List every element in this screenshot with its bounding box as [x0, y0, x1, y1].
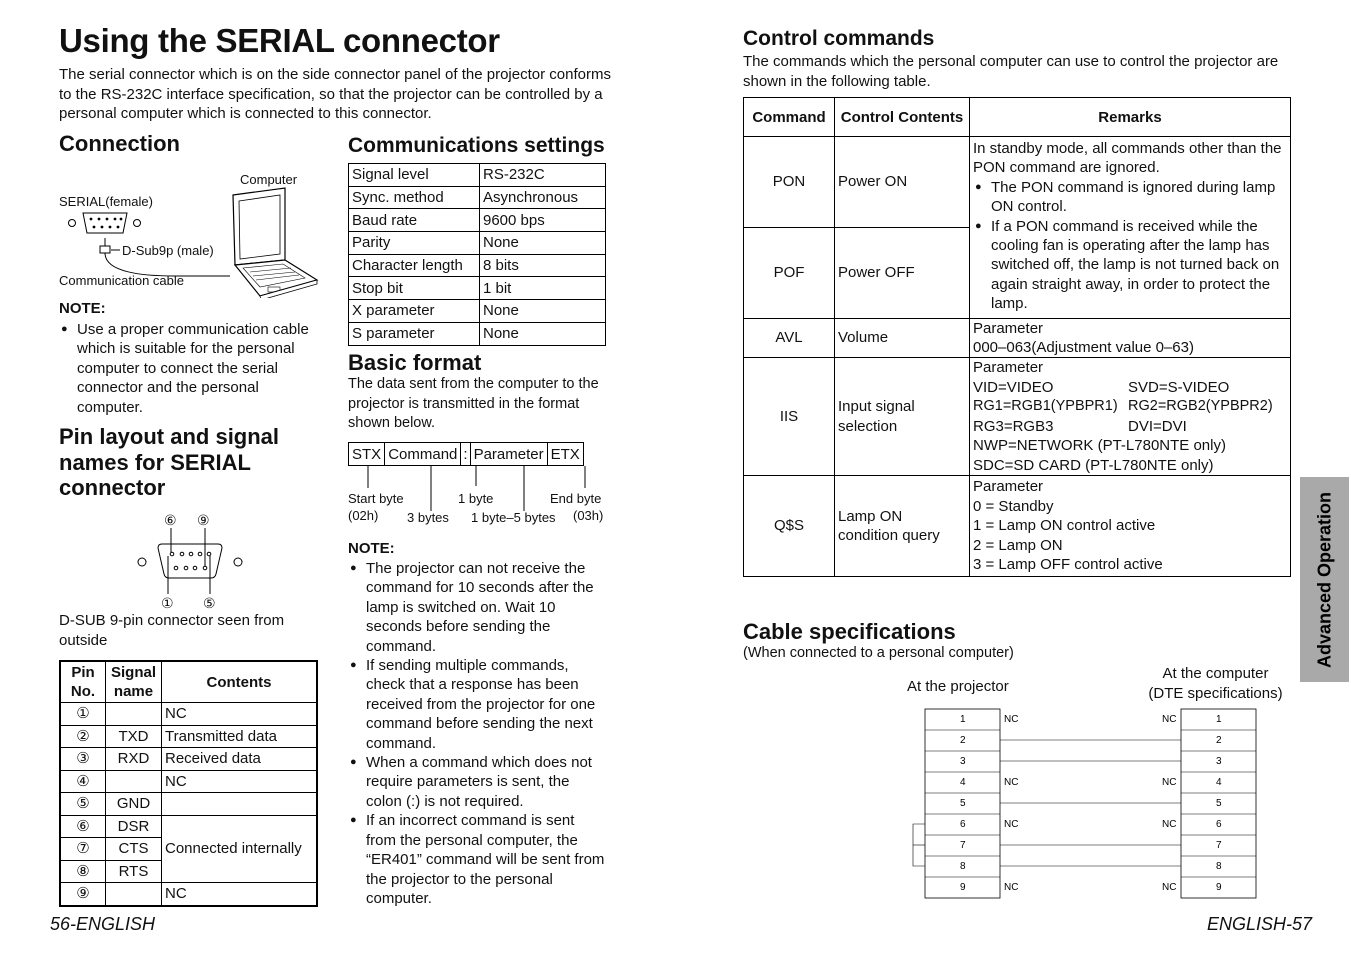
- table-row: [349, 232, 606, 255]
- format-parameter: Parameter: [470, 443, 547, 466]
- remarks-item: ● The PON command is ignored during lamp ON control.: [973, 178, 1287, 217]
- remarks-cell: [970, 475, 1291, 576]
- remarks-pair-left: RG1=RGB1(YPBPR1): [973, 398, 1118, 415]
- pin-header-contents: Contents: [162, 661, 318, 703]
- pin-5-label: ⑤: [203, 595, 216, 611]
- cable-pin-right: 3: [1216, 756, 1222, 767]
- cable-wires: [913, 740, 1181, 866]
- screw-left: [69, 220, 76, 227]
- dsub-pin-diagram: [130, 508, 250, 613]
- cable-pin-right: 7: [1216, 840, 1222, 851]
- contents-cell: NC: [162, 703, 318, 726]
- signal-cell: [106, 770, 162, 793]
- pin-table: [59, 660, 318, 907]
- remarks-pair: [973, 397, 1287, 416]
- pin-cell: ④: [60, 770, 106, 793]
- remarks-line: Parameter: [973, 478, 1044, 496]
- pin-cell: ⑦: [60, 838, 106, 861]
- pin-9-label: ⑨: [197, 512, 210, 528]
- cable-pin-right: 4: [1216, 777, 1222, 788]
- pin-layout-heading: Pin layout and signal names for SERIAL connector: [59, 424, 280, 500]
- remarks-line: SDC=SD CARD (PT-L780NTE only): [973, 456, 1214, 474]
- label-at-computer-line1: At the computer: [1162, 665, 1269, 682]
- label-computer: Computer: [240, 172, 298, 187]
- screw-right: [134, 220, 141, 227]
- format-colon: :: [461, 443, 470, 466]
- remarks-item: ● If a PON command is received while the cooling fan is operating after the lamp has switched off, the lamp is not turned back on again straight away, in order to protect the lamp.: [973, 217, 1287, 314]
- cable-pin-right: 9: [1216, 882, 1222, 893]
- table-row: [744, 318, 1291, 358]
- table-row: [744, 358, 1291, 475]
- cable-specs-heading: Cable specifications: [743, 619, 956, 644]
- comm-settings-heading: Communications settings: [348, 134, 605, 157]
- pin-6-label: ⑥: [164, 512, 177, 528]
- label-3-bytes: 3 bytes: [407, 510, 449, 525]
- contents-cell: Connected internally: [162, 815, 318, 883]
- command-cell: Q$S: [744, 475, 835, 576]
- dsub-plug: [100, 246, 110, 253]
- remarks-cell: [970, 137, 1291, 319]
- page-title: Using the SERIAL connector: [59, 22, 500, 59]
- laptop-icon: [233, 188, 317, 298]
- table-row: [744, 137, 1291, 228]
- dsub-caption: D-SUB 9-pin connector seen from outside: [59, 612, 285, 649]
- cable-pin-left: 3: [960, 756, 966, 767]
- basic-format-heading: Basic format: [348, 350, 482, 375]
- cable-pin-left: 7: [960, 840, 966, 851]
- format-command: Command: [385, 443, 461, 466]
- cable-pin-right: 5: [1216, 798, 1222, 809]
- label-dsub-male: D-Sub9p (male): [122, 243, 214, 258]
- nc-label: NC: [1004, 882, 1019, 893]
- cable-pin-left: 1: [960, 714, 966, 725]
- remarks-line: 000–063(Adjustment value 0–63): [973, 339, 1194, 357]
- page-number-left: 56-ENGLISH: [50, 914, 156, 934]
- pin-header-no: Pin No.: [60, 661, 106, 703]
- table-row: [60, 703, 317, 726]
- setting-value: 8 bits: [480, 254, 606, 277]
- page-number-right: ENGLISH-57: [1207, 914, 1313, 934]
- cable-pin-left: 4: [960, 777, 966, 788]
- signal-cell: DSR: [106, 815, 162, 838]
- table-row: [60, 815, 317, 838]
- basic-format-text: The data sent from the computer to the projector is transmitted in the format shown below.: [348, 376, 599, 432]
- signal-cell: CTS: [106, 838, 162, 861]
- cable-specs-subtitle: (When connected to a personal computer): [743, 645, 1014, 661]
- table-row: [60, 770, 317, 793]
- control-commands-table: [743, 97, 1291, 577]
- setting-value: None: [480, 232, 606, 255]
- setting-name: Signal level: [349, 164, 480, 187]
- remarks-pair-right: SVD=S-VIDEO: [1128, 378, 1230, 396]
- table-row: [349, 164, 606, 187]
- pin-1-label: ①: [161, 595, 174, 611]
- nc-label: NC: [1162, 882, 1177, 893]
- setting-value: Asynchronous: [480, 186, 606, 209]
- cable-wiring-diagram: [905, 708, 1265, 900]
- remarks-line: Parameter: [973, 319, 1044, 337]
- command-cell: POF: [744, 227, 835, 318]
- table-row: [60, 748, 317, 771]
- cable-pin-right: 2: [1216, 735, 1222, 746]
- table-row: [349, 209, 606, 232]
- contents-cell: NC: [162, 770, 318, 793]
- connection-note-heading: NOTE:: [59, 300, 106, 317]
- screw-left: [138, 558, 146, 566]
- remarks-line: Parameter: [973, 359, 1044, 377]
- signal-cell: GND: [106, 793, 162, 816]
- command-cell: AVL: [744, 318, 835, 358]
- remarks-line: 2 = Lamp ON: [973, 536, 1063, 554]
- table-row: [744, 475, 1291, 576]
- format-note-list: [348, 559, 608, 908]
- label-end-code: (03h): [573, 508, 604, 523]
- remarks-pair: [973, 417, 1287, 436]
- setting-value: 9600 bps: [480, 209, 606, 232]
- setting-name: Parity: [349, 232, 480, 255]
- label-start-code: (02h): [348, 508, 379, 523]
- format-note-item: ● If an incorrect command is sent from the personal computer, the “ER401” command will be sent from the projector to the personal computer.: [348, 811, 608, 908]
- table-row: [60, 883, 317, 906]
- setting-value: None: [480, 322, 606, 345]
- cable-pin-right: 6: [1216, 819, 1222, 830]
- cable-pin-right: 8: [1216, 861, 1222, 872]
- label-serial-female: SERIAL(female): [59, 194, 153, 209]
- cable-pin-left: 2: [960, 735, 966, 746]
- setting-name: Baud rate: [349, 209, 480, 232]
- setting-name: Sync. method: [349, 186, 480, 209]
- table-row: [60, 725, 317, 748]
- format-note-item: ● When a command which does not require parameters is sent, the colon (:) is not required.: [348, 753, 608, 811]
- pin-cell: ⑥: [60, 815, 106, 838]
- table-row: [60, 793, 317, 816]
- command-cell: IIS: [744, 358, 835, 475]
- table-row: [349, 186, 606, 209]
- setting-value: RS-232C: [480, 164, 606, 187]
- screw-right: [234, 558, 242, 566]
- contents-cell: Volume: [835, 318, 970, 358]
- control-intro: The commands which the personal computer can use to control the projector are shown in the following table.: [743, 53, 1279, 90]
- contents-cell: Input signal selection: [835, 358, 970, 475]
- cable-pin-left: 5: [960, 798, 966, 809]
- section-side-tab-label: Advanced Operation: [1314, 491, 1334, 668]
- remarks-cell: [970, 358, 1291, 475]
- signal-cell: [106, 703, 162, 726]
- table-row: [349, 254, 606, 277]
- table-row: [349, 277, 606, 300]
- comm-settings-table: [348, 163, 606, 346]
- command-cell: PON: [744, 137, 835, 228]
- pin-cell: ②: [60, 725, 106, 748]
- label-end-byte: End byte: [550, 491, 602, 506]
- remarks-cell: [970, 318, 1291, 358]
- format-note-heading: NOTE:: [348, 540, 395, 557]
- contents-cell: Power ON: [835, 137, 970, 228]
- pin-cell: ⑧: [60, 860, 106, 883]
- cable-pin-left: 8: [960, 861, 966, 872]
- contents-cell: Power OFF: [835, 227, 970, 318]
- pin-cell: ③: [60, 748, 106, 771]
- remarks-pair: [973, 378, 1287, 397]
- nc-label: NC: [1162, 777, 1177, 788]
- intro-text: The serial connector which is on the side connector panel of the projector conforms to the RS-232C interface specification, so that the projector can be controlled by a personal computer which is connected to this connector.: [59, 66, 611, 123]
- nc-label: NC: [1004, 819, 1019, 830]
- remarks-pair-right: RG2=RGB2(YPBPR2): [1128, 398, 1273, 415]
- setting-value: None: [480, 300, 606, 323]
- setting-name: X parameter: [349, 300, 480, 323]
- remarks-line: 1 = Lamp ON control active: [973, 517, 1156, 535]
- remarks-line: 0 = Standby: [973, 497, 1054, 515]
- signal-cell: RTS: [106, 860, 162, 883]
- serial-port-shape: [83, 213, 127, 233]
- nc-label: NC: [1162, 714, 1177, 725]
- signal-cell: [106, 883, 162, 906]
- remarks-lead: In standby mode, all commands other than the PON command are ignored.: [973, 140, 1282, 177]
- control-commands-heading: Control commands: [743, 27, 935, 50]
- signal-cell: TXD: [106, 725, 162, 748]
- contents-cell: NC: [162, 883, 318, 906]
- remarks-line: 3 = Lamp OFF control active: [973, 556, 1163, 574]
- section-side-tab: [1300, 477, 1349, 682]
- cable-pin-left: 6: [960, 819, 966, 830]
- cable-pin-right: 1: [1216, 714, 1222, 725]
- setting-name: S parameter: [349, 322, 480, 345]
- connection-note-list: [59, 320, 321, 417]
- label-at-computer-line2: (DTE specifications): [1148, 684, 1283, 702]
- remarks-list: [973, 178, 1287, 314]
- format-table: [348, 442, 584, 466]
- pin-cell: ⑤: [60, 793, 106, 816]
- setting-name: Character length: [349, 254, 480, 277]
- remarks-line: NWP=NETWORK (PT-L780NTE only): [973, 437, 1226, 455]
- nc-label: NC: [1004, 777, 1019, 788]
- remarks-pair-left: RG3=RGB3: [973, 417, 1054, 435]
- connection-heading: Connection: [59, 131, 180, 156]
- ctl-header-remarks: Remarks: [970, 98, 1291, 137]
- contents-cell: Lamp ON condition query: [835, 475, 970, 576]
- label-start-byte: Start byte: [348, 491, 404, 506]
- ctl-header-command: Command: [744, 98, 835, 137]
- pin-cell: ①: [60, 703, 106, 726]
- pin-header-signal: Signal name: [106, 661, 162, 703]
- setting-name: Stop bit: [349, 277, 480, 300]
- remarks-pair-left: VID=VIDEO: [973, 378, 1054, 396]
- nc-label: NC: [1162, 819, 1177, 830]
- label-at-computer: [1143, 664, 1288, 703]
- nc-label: NC: [1004, 714, 1019, 725]
- contents-cell: [162, 793, 318, 816]
- setting-value: 1 bit: [480, 277, 606, 300]
- format-note-item: ● If sending multiple commands, check that a response has been received from the projector for one command before sending the next command.: [348, 656, 608, 753]
- contents-cell: Received data: [162, 748, 318, 771]
- cable-pin-left: 9: [960, 882, 966, 893]
- pin-cell: ⑨: [60, 883, 106, 906]
- ctl-header-contents: Control Contents: [835, 98, 970, 137]
- format-stx: STX: [349, 443, 385, 466]
- label-1-5-bytes: 1 byte–5 bytes: [471, 510, 556, 525]
- format-etx: ETX: [547, 443, 583, 466]
- label-at-projector: At the projector: [907, 678, 1009, 695]
- label-communication-cable: Communication cable: [59, 273, 185, 288]
- remarks-pair-right: DVI=DVI: [1128, 417, 1187, 435]
- label-1-byte: 1 byte: [458, 491, 494, 506]
- table-row: [349, 322, 606, 345]
- contents-cell: Transmitted data: [162, 725, 318, 748]
- table-row: [349, 300, 606, 323]
- format-note-item: ● The projector can not receive the command for 10 seconds after the lamp is switched on. Wait 10 seconds before sending the command.: [348, 559, 608, 656]
- signal-cell: RXD: [106, 748, 162, 771]
- connection-note-item: ● Use a proper communication cable which is suitable for the personal computer to connect the serial connector and the personal computer.: [59, 320, 321, 417]
